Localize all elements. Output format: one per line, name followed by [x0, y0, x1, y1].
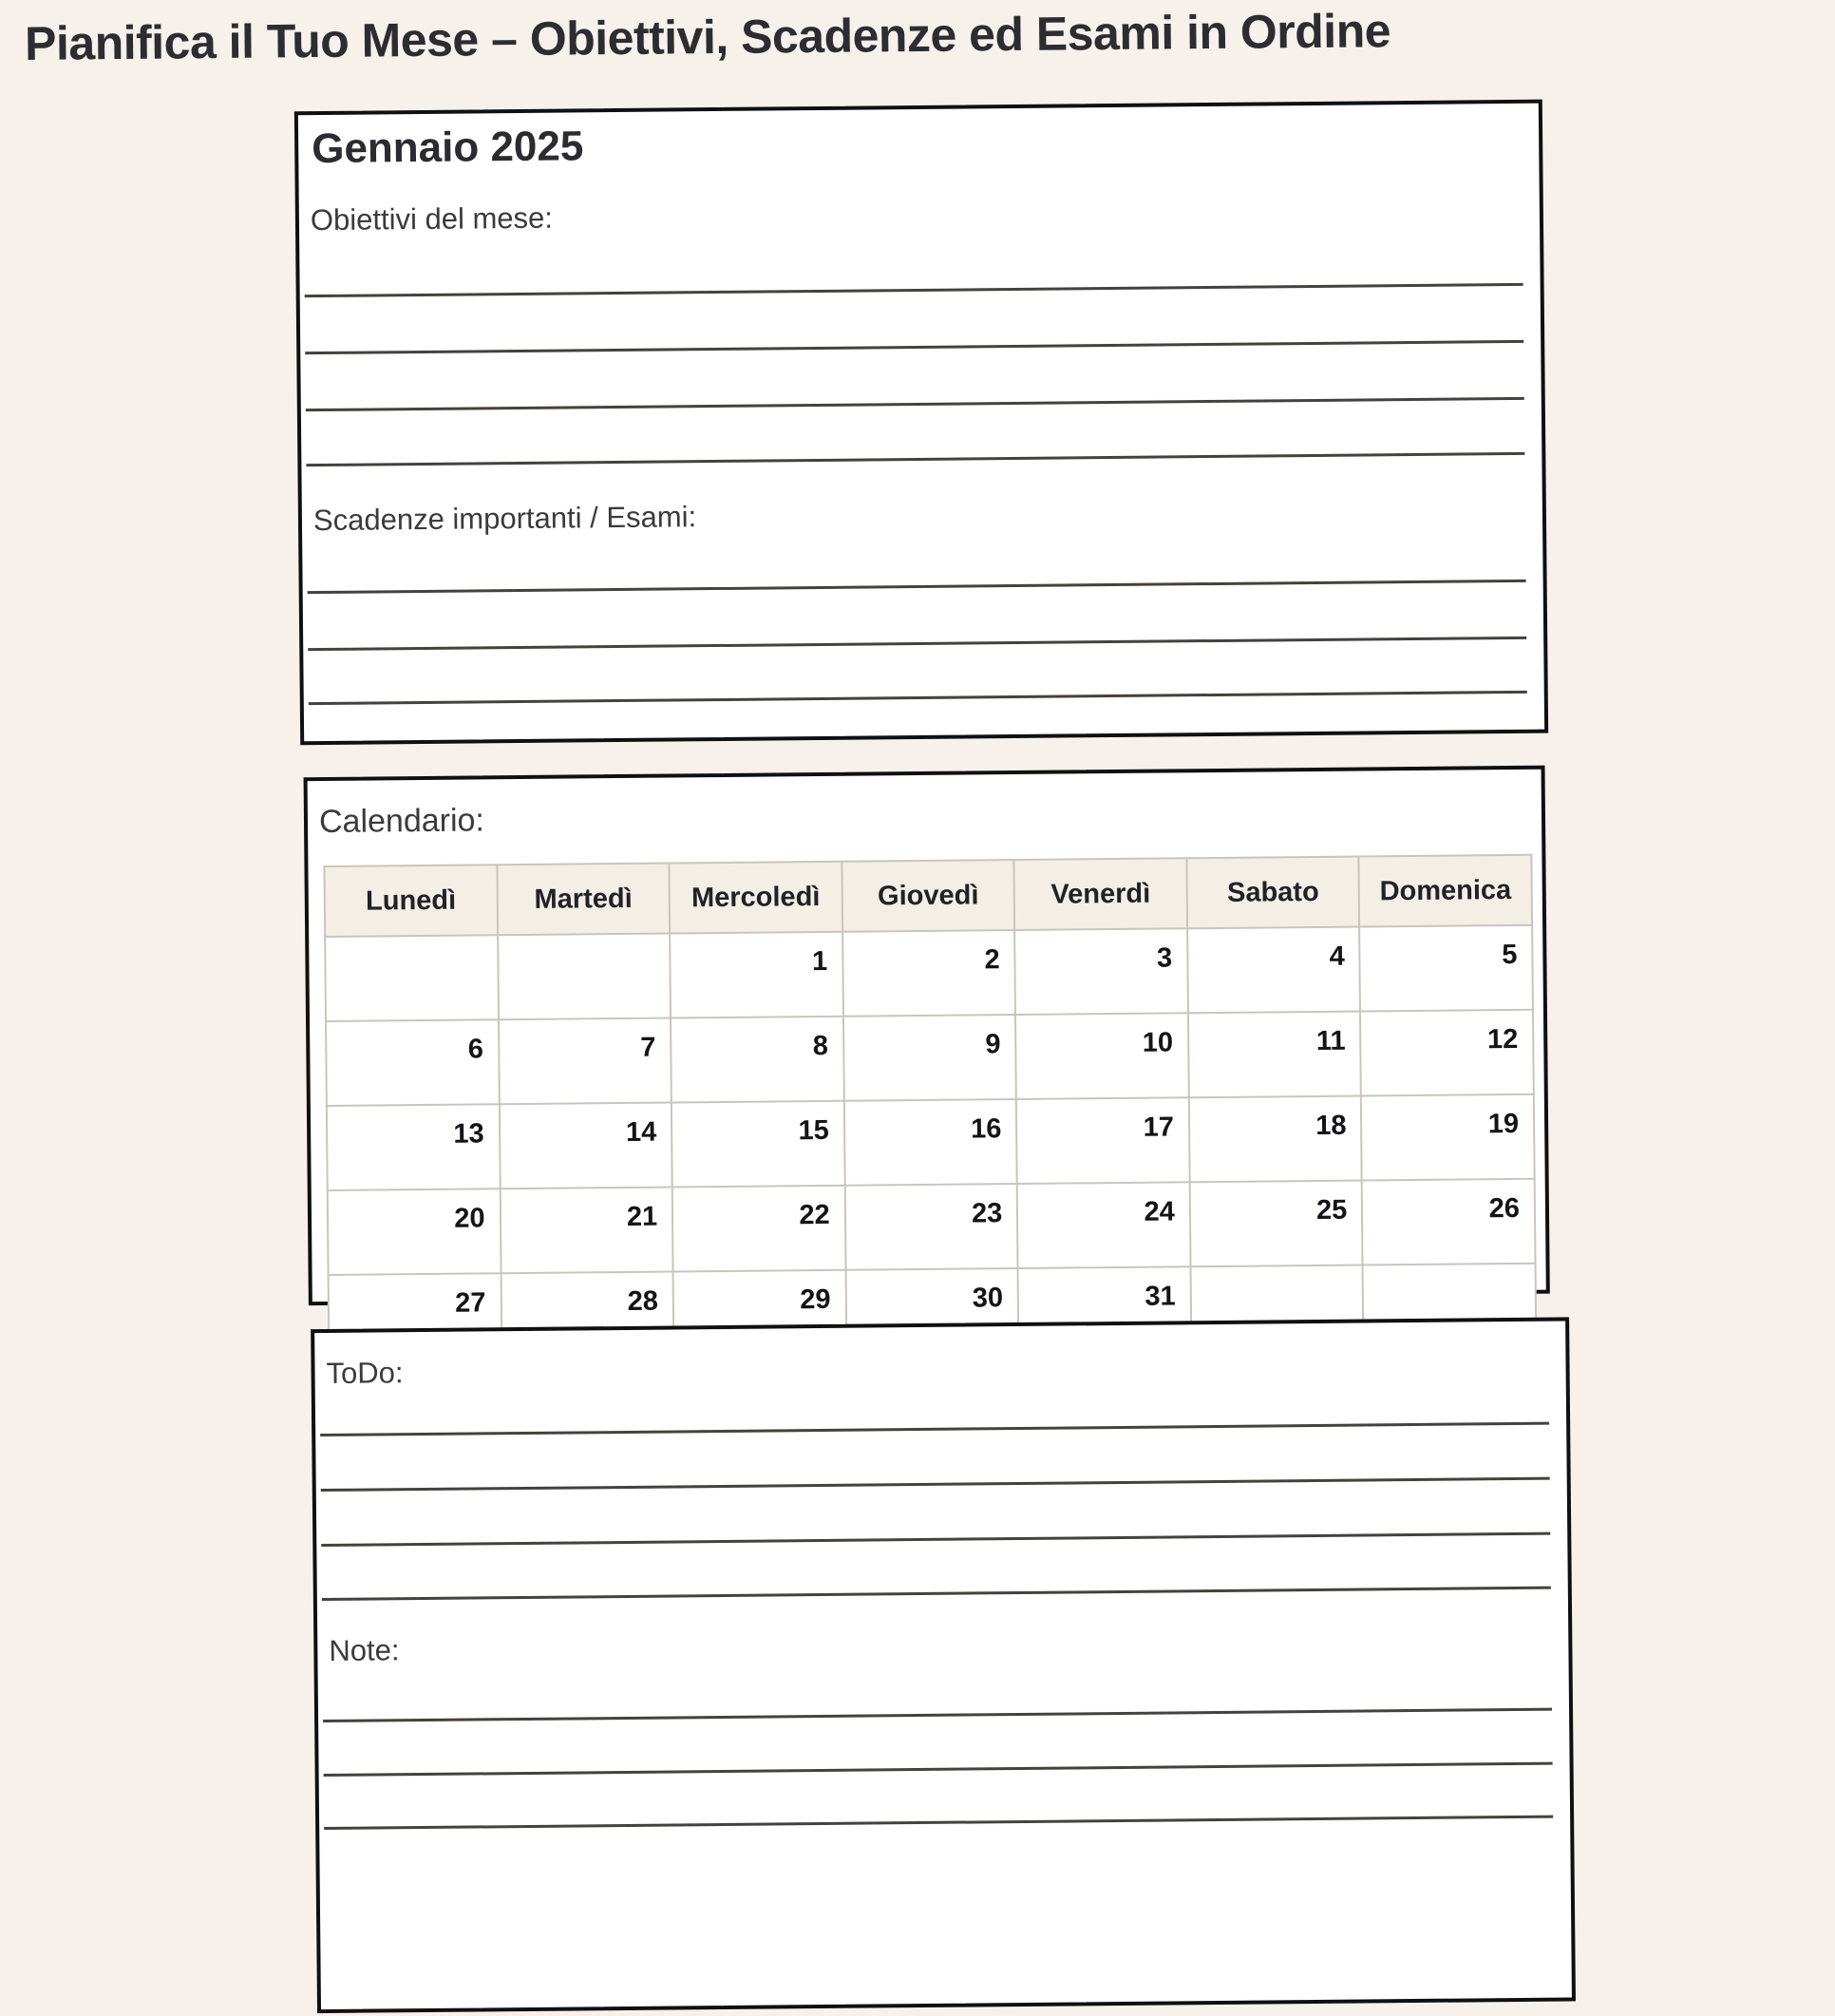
weekday-header-cell: Giovedì [842, 860, 1014, 932]
calendar-day-cell: 13 [327, 1104, 500, 1190]
calendar-day-cell: 4 [1187, 927, 1360, 1014]
calendar-day-cell: 23 [844, 1184, 1017, 1270]
calendar-day-cell: 15 [672, 1101, 844, 1188]
month-title: Gennaio 2025 [311, 123, 584, 173]
todo-write-lines [315, 1421, 1568, 1601]
write-line [322, 1587, 1551, 1601]
write-line [324, 1816, 1553, 1830]
weekday-header-cell: Venerdì [1014, 858, 1187, 930]
calendar-box [304, 766, 1550, 1319]
calendar-day-cell: 14 [499, 1102, 672, 1189]
calendar-day-cell: 10 [1015, 1013, 1188, 1099]
calendar-day-cell: 29 [673, 1270, 846, 1357]
write-line [308, 580, 1526, 594]
calendar-day-cell: 21 [500, 1187, 672, 1273]
calendar-day-cell: 8 [671, 1017, 843, 1103]
calendar-day-cell: 27 [329, 1273, 501, 1360]
todo-notes-box [311, 1317, 1576, 2013]
calendar-day-cell [325, 935, 498, 1021]
note-write-lines [318, 1707, 1570, 1830]
calendar-week-row [326, 1010, 1534, 1106]
goals-label: Obiettivi del mese: [310, 200, 554, 238]
calendar-week-row [325, 925, 1533, 1021]
calendar-week-row [327, 1094, 1535, 1190]
calendar-day-cell [498, 934, 671, 1020]
write-line [324, 1762, 1553, 1777]
write-line [306, 397, 1524, 411]
calendar-day-cell: 17 [1016, 1097, 1189, 1184]
calendar-day-cell: 7 [499, 1018, 672, 1104]
weekday-header-cell: Martedì [497, 864, 670, 936]
deadlines-write-lines [303, 580, 1544, 706]
calendar-day-cell: 2 [842, 930, 1015, 1017]
write-line [305, 340, 1523, 354]
calendar-day-cell: 1 [670, 932, 842, 1018]
calendar-day-cell: 9 [843, 1015, 1016, 1101]
goals-write-lines [300, 283, 1542, 467]
calendar-day-cell: 6 [326, 1019, 499, 1106]
weekday-header-cell: Sabato [1186, 857, 1359, 929]
write-line [306, 452, 1524, 466]
calendar-day-cell: 25 [1189, 1181, 1362, 1267]
write-line [320, 1422, 1549, 1436]
write-line [323, 1708, 1552, 1722]
calendar-day-cell: 28 [501, 1271, 673, 1358]
calendar-week-row [328, 1179, 1536, 1275]
calendar-day-cell: 12 [1360, 1010, 1533, 1096]
calendar-table [323, 854, 1537, 1360]
todo-label: ToDo: [326, 1356, 404, 1390]
calendar-day-cell: 16 [844, 1099, 1017, 1186]
write-line [309, 691, 1527, 705]
calendar-day-cell: 22 [672, 1186, 845, 1272]
calendar-day-cell: 3 [1014, 928, 1187, 1015]
deadlines-label: Scadenze importanti / Esami: [312, 500, 697, 538]
month-overview-box [294, 100, 1548, 746]
calendar-day-cell: 18 [1189, 1096, 1362, 1183]
write-line [308, 637, 1526, 651]
calendar-day-cell: 11 [1188, 1012, 1361, 1098]
write-line [305, 283, 1523, 297]
calendar-day-cell: 20 [328, 1189, 501, 1275]
calendar-day-cell: 5 [1359, 925, 1532, 1012]
weekday-header-row [324, 855, 1532, 937]
calendar-day-cell: 19 [1361, 1094, 1534, 1181]
calendar-day-cell: 26 [1362, 1179, 1535, 1265]
weekday-header-cell: Mercoledì [670, 862, 842, 934]
calendar-day-cell: 24 [1017, 1182, 1190, 1268]
page-title: Pianifica il Tuo Mese – Obiettivi, Scadenze ed Esami in Ordine [24, 4, 1391, 70]
write-line [321, 1532, 1550, 1547]
calendar-day-cell: 31 [1018, 1266, 1191, 1353]
weekday-header-cell: Domenica [1359, 855, 1532, 927]
note-label: Note: [329, 1633, 400, 1667]
calendar-body [325, 925, 1536, 1360]
write-line [321, 1477, 1550, 1492]
calendar-section-label: Calendario: [318, 802, 485, 841]
calendar-day-cell: 30 [845, 1268, 1018, 1355]
weekday-header-cell: Lunedì [324, 865, 497, 937]
